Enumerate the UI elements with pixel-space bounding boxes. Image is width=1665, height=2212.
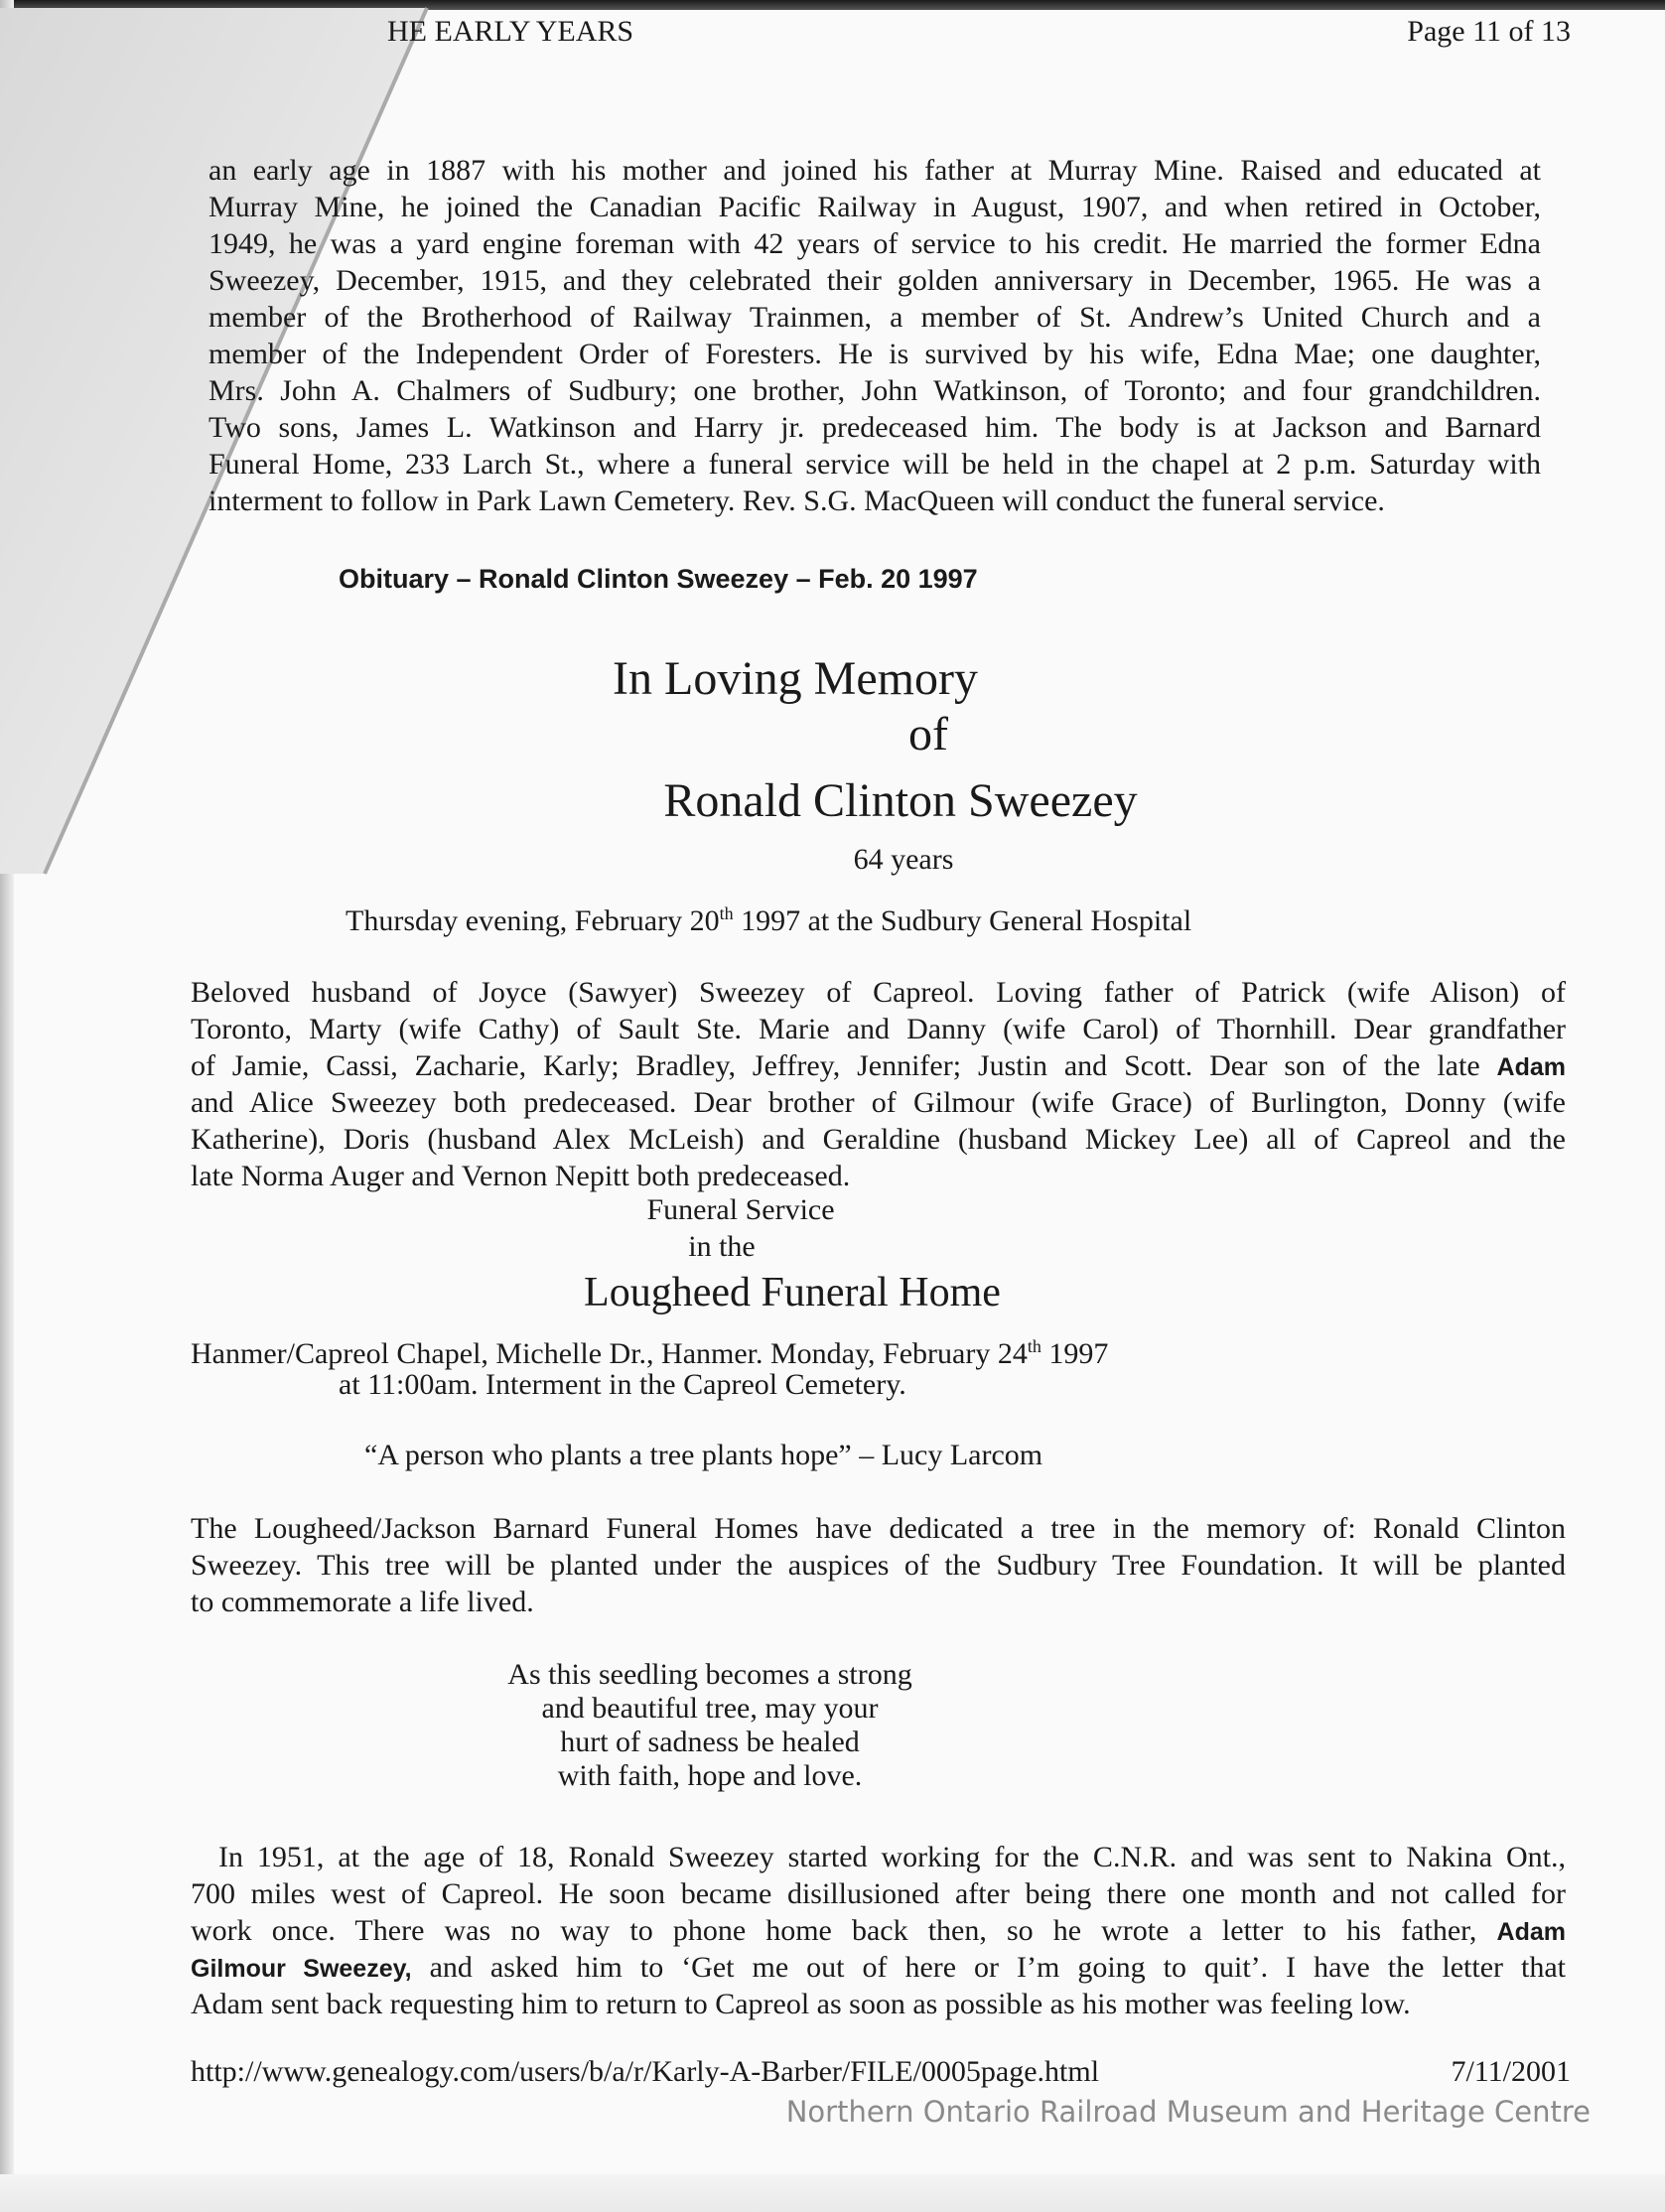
header-title: HE EARLY YEARS: [387, 15, 634, 48]
page-number: Page 11 of 13: [1407, 15, 1571, 48]
text-line: [208, 299, 1541, 336]
text-segment: Mrs. John A. Chalmers of Sudbury; one brother, John Watkinson, of Toronto; and four grandchildren.: [208, 374, 1541, 407]
text-line: [191, 1584, 534, 1620]
text-line: [208, 189, 1541, 225]
text-segment: 700 miles west of Capreol. He soon became disillusioned after being there one month and not called for: [191, 1877, 1566, 1910]
text-line: [208, 225, 1541, 262]
deceased-name: Ronald Clinton Sweezey: [663, 774, 1138, 827]
in-the-label: in the: [688, 1230, 756, 1263]
text-segment: member of the Independent Order of Foresters. He is survived by his wife, Edna Mae; one daughter,: [208, 338, 1541, 370]
text-line: [191, 1547, 1566, 1584]
text-line: [208, 372, 1541, 409]
text-segment: and Alice Sweezey both predeceased. Dear brother of Gilmour (wife Grace) of Burlington, Donny (wife: [191, 1086, 1566, 1119]
superscript: th: [719, 903, 734, 923]
text-line: [208, 446, 1541, 483]
text-line: [191, 1912, 1566, 1951]
text-line: [191, 1084, 1566, 1121]
text-line: [191, 1986, 1411, 2022]
text-line: [191, 974, 1566, 1011]
text-segment: 1949, he was a yard engine foreman with 42 years of service to his credit. He married the former Edna: [208, 227, 1541, 260]
text-segment: of Jamie, Cassi, Zacharie, Karly; Bradley, Jeffrey, Jennifer; Justin and Scott. Dear son of the late: [191, 1049, 1497, 1082]
funeral-details-text: 1997: [1041, 1337, 1109, 1370]
text-line: [208, 152, 1541, 189]
text-line: [191, 1510, 1566, 1547]
text-line: [208, 262, 1541, 299]
text-segment: member of the Brotherhood of Railway Trainmen, a member of St. Andrew’s United Church and a: [208, 301, 1541, 334]
text-line: [208, 483, 1385, 519]
text-segment: Toronto, Marty (wife Cathy) of Sault Ste. Marie and Danny (wife Carol) of Thornhill. Dear grandfather: [191, 1013, 1566, 1045]
text-line: [191, 1875, 1566, 1912]
text-segment: work once. There was no way to phone home back then, so he wrote a letter to his father,: [191, 1914, 1497, 1947]
text-line: [191, 1158, 850, 1194]
quote: “A person who plants a tree plants hope” – Lucy Larcom: [364, 1439, 1043, 1471]
scan-bottom-edge: [0, 2174, 1665, 2212]
death-date-text: 1997 at the Sudbury General Hospital: [733, 904, 1192, 937]
text-segment: Beloved husband of Joyce (Sawyer) Sweezey of Capreol. Loving father of Patrick (wife Alison) of: [191, 976, 1566, 1009]
text-segment: late Norma Auger and Vernon Nepitt both predeceased.: [191, 1160, 851, 1192]
text-segment: Funeral Home, 233 Larch St., where a funeral service will be held in the chapel at 2 p.m. Saturday with: [208, 448, 1541, 481]
bold-name: Adam: [1496, 1053, 1566, 1081]
bold-name: Adam: [1496, 1918, 1566, 1946]
text-segment: Sweezey, December, 1915, and they celebrated their golden anniversary in December, 1965. He was a: [208, 264, 1541, 297]
text-segment: an early age in 1887 with his mother and joined his father at Murray Mine. Raised and educated at: [208, 154, 1541, 187]
source-url: http://www.genealogy.com/users/b/a/r/Karly-A-Barber/FILE/0005page.html: [191, 2055, 1100, 2088]
text-line: [191, 1047, 1566, 1086]
in-loving-memory: In Loving Memory: [613, 652, 978, 705]
bold-name: Gilmour Sweezey,: [191, 1955, 412, 1983]
text-segment: and asked him to ‘Get me out of here or I’m going to quit’. I have the letter that: [411, 1951, 1567, 1984]
funeral-home-name: Lougheed Funeral Home: [584, 1270, 1001, 1315]
poem-line: and beautiful tree, may your: [541, 1692, 879, 1725]
text-segment: Two sons, James L. Watkinson and Harry jr. predeceased him. The body is at Jackson and Barnard: [208, 411, 1541, 444]
text-segment: In 1951, at the age of 18, Ronald Sweezey started working for the C.N.R. and was sent to Nakina Ont.,: [218, 1841, 1566, 1873]
text-line: [191, 1121, 1566, 1158]
funeral-service-label: Funeral Service: [646, 1193, 835, 1226]
superscript: th: [1027, 1336, 1041, 1356]
memorial-of: of: [908, 708, 948, 760]
text-line: [191, 1949, 1566, 1988]
poem-line: hurt of sadness be healed: [560, 1726, 860, 1758]
text-line: [218, 1839, 1566, 1875]
text-line: [191, 1011, 1566, 1047]
text-segment: Katherine), Doris (husband Alex McLeish) and Geraldine (husband Mickey Lee) all of Capreol and the: [191, 1123, 1566, 1156]
death-date: [346, 896, 1191, 939]
watermark: Northern Ontario Railroad Museum and Heritage Centre: [785, 2095, 1591, 2129]
text-segment: Murray Mine, he joined the Canadian Pacific Railway in August, 1907, and when retired in October,: [208, 191, 1541, 223]
text-segment: Sweezey. This tree will be planted under the auspices of the Sudbury Tree Foundation. It will be planted: [191, 1549, 1566, 1582]
poem-line: As this seedling becomes a strong: [507, 1658, 912, 1691]
print-date: 7/11/2001: [1451, 2055, 1571, 2088]
text-segment: The Lougheed/Jackson Barnard Funeral Homes have dedicated a tree in the memory of: Ronald Clinton: [191, 1512, 1566, 1545]
text-segment: interment to follow in Park Lawn Cemetery. Rev. S.G. MacQueen will conduct the funeral service.: [208, 484, 1385, 517]
text-line: [208, 336, 1541, 372]
deceased-age: 64 years: [853, 843, 954, 876]
text-line: [208, 409, 1541, 446]
interment-details: at 11:00am. Interment in the Capreol Cemetery.: [339, 1368, 906, 1401]
obituary-heading: Obituary – Ronald Clinton Sweezey – Feb. 20 1997: [339, 564, 978, 594]
death-date-text: Thursday evening, February 20: [346, 904, 720, 937]
poem-line: with faith, hope and love.: [557, 1759, 863, 1792]
text-segment: to commemorate a life lived.: [191, 1586, 534, 1618]
funeral-details-text: Hanmer/Capreol Chapel, Michelle Dr., Hanmer. Monday, February 24: [191, 1337, 1028, 1370]
text-segment: Adam sent back requesting him to return to Capreol as soon as possible as his mother was feeling low.: [191, 1988, 1411, 2020]
